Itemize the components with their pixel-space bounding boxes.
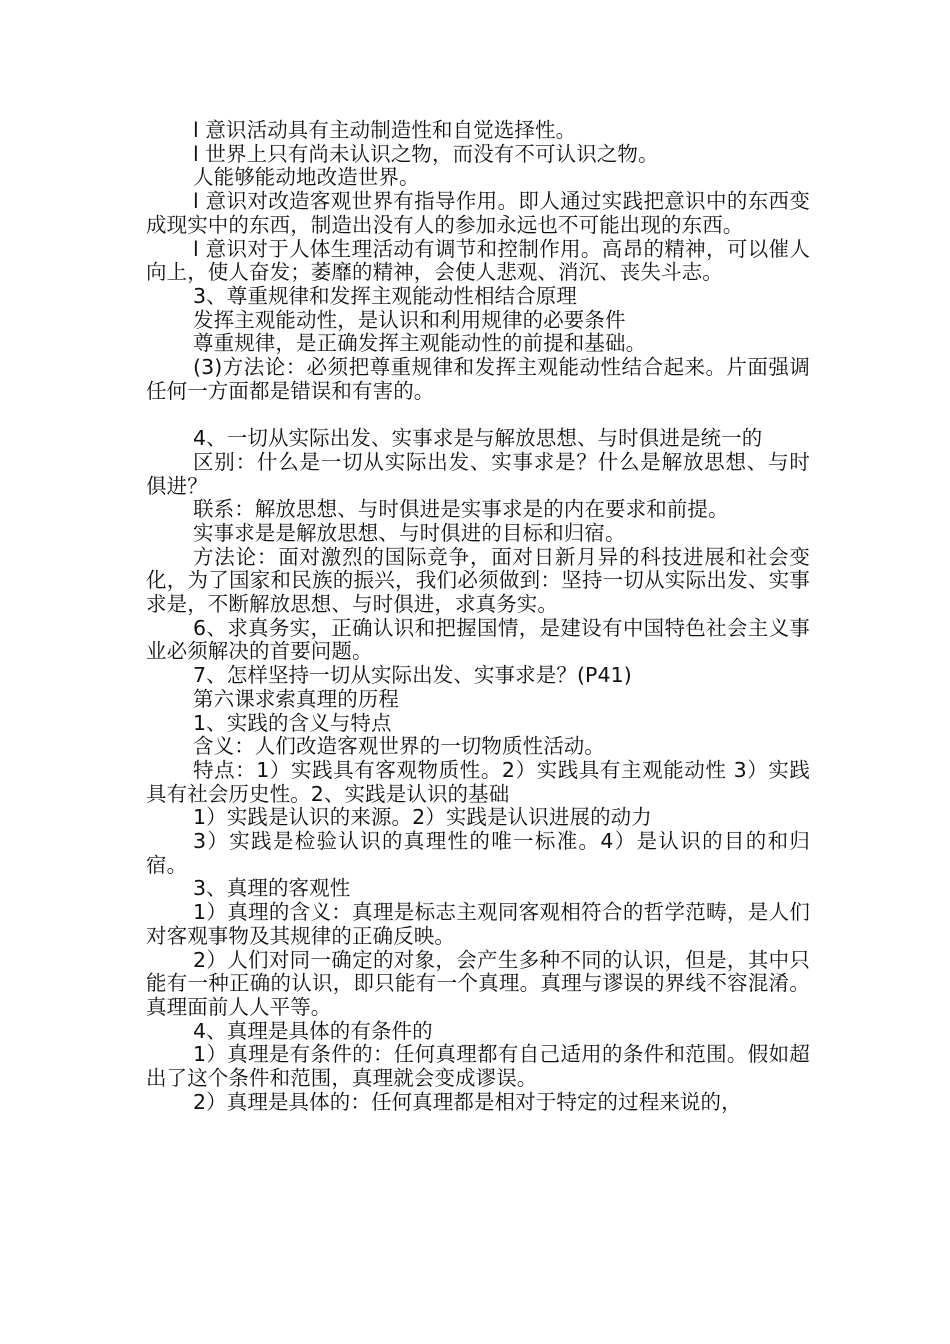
section-heading: 4、一切从实际出发、实事求是与解放思想、与时俱进是统一的 [193,426,763,451]
paragraph: 方法论：面对激烈的国际竞争，面对日新月异的科技进展和社会变化，为了国家和民族的振兴，我们必须做到：坚持一切从实际出发、实事求是，不断解放思想、与时俱进，求真务实。 [146,544,810,617]
document-body [146,119,810,1115]
paragraph: 尊重规律，是正确发挥主观能动性的前提和基础。 [193,331,647,356]
paragraph: l 意识对于人体生理活动有调节和控制作用。高昂的精神，可以催人向上，使人奋发；萎靡的精神，会使人悲观、消沉、丧失斗志。 [146,236,810,285]
paragraph: l 世界上只有尚未认识之物，而没有不可认识之物。 [193,141,659,166]
paragraph: l 意识活动具有主动制造性和自觉选择性。 [193,118,577,142]
paragraph: 人能够能动地改造世界。 [193,165,420,190]
paragraph: 1）真理是有条件的：任何真理都有自己适用的条件和范围。假如超出了这个条件和范围，真理就会变成谬误。 [146,1042,810,1091]
section-heading: 7、怎样坚持一切从实际出发、实事求是？(P41) [193,663,632,688]
paragraph: 联系：解放思想、与时俱进是实事求是的内在要求和前提。 [193,497,729,522]
paragraph: 含义：人们改造客观世界的一切物质性活动。 [193,734,605,759]
section-heading: 6、求真务实，正确认识和把握国情，是建设有中国特色社会主义事业必须解决的首要问题。 [146,615,810,664]
paragraph: l 意识对改造客观世界有指导作用。即人通过实践把意识中的东西变成现实中的东西，制造出没有人的参加永远也不可能出现的东西。 [146,189,810,237]
paragraph: 特点：1）实践具有客观物质性。2）实践具有主观能动性 3）实践具有社会历史性。2、实践是认识的基础 [146,757,810,806]
paragraph: 区别：什么是一切从实际出发、实事求是？什么是解放思想、与时俱进？ [146,449,810,498]
paragraph: 2）人们对同一确定的对象，会产生多种不同的认识，但是，其中只能有一种正确的认识，即只能有一个真理。真理与谬误的界线不容混淆。真理面前人人平等。 [146,947,810,1019]
section-heading: 3、尊重规律和发挥主观能动性相结合原理 [193,283,577,308]
section-heading: 4、真理是具体的有条件的 [193,1018,433,1043]
paragraph: (3)方法论：必须把尊重规律和发挥主观能动性结合起来。片面强调任何一方面都是错误和有害的。 [146,355,810,403]
blank-line [146,403,810,427]
paragraph: 1）真理的含义：真理是标志主观同客观相符合的哲学范畴，是人们对客观事物及其规律的正确反映。 [146,900,810,948]
lesson-title: 第六课求索真理的历程 [193,686,399,711]
paragraph: 实事求是是解放思想、与时俱进的目标和归宿。 [193,520,626,545]
paragraph: 2）真理是具体的：任何真理都是相对于特定的过程来说的， [193,1089,742,1114]
paragraph: 3）实践是检验认识的真理性的唯一标准。4）是认识的目的和归宿。 [146,829,810,877]
section-heading: 1、实践的含义与特点 [193,710,392,735]
section-heading: 3、真理的客观性 [193,876,351,901]
paragraph: 1）实践是认识的来源。2）实践是认识进展的动力 [193,805,652,830]
paragraph: 发挥主观能动性，是认识和利用规律的必要条件 [193,307,626,332]
